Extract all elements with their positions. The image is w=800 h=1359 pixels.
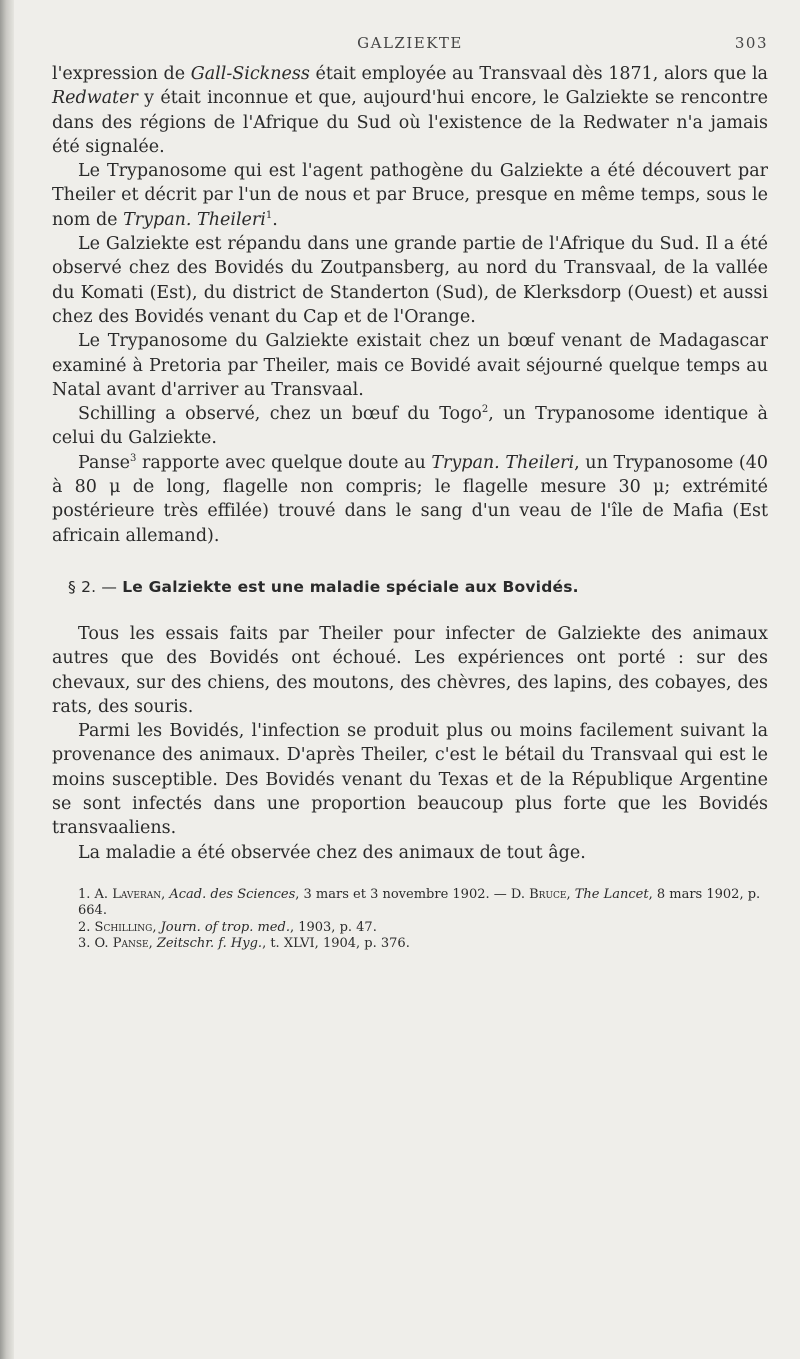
footnote-ref: 1 [265, 209, 273, 221]
running-title: GALZIEKTE [357, 34, 463, 52]
text-run: , t. XLVI, 1904, p. 376. [262, 936, 410, 952]
paragraph-p1 [52, 62, 768, 159]
footnote-ref: 2 [481, 404, 489, 416]
author-name: Panse [112, 936, 149, 952]
text-run: 3. O. [78, 936, 113, 952]
footnote-ref: 3 [130, 452, 137, 464]
italic-text: Gall-Sickness [190, 64, 310, 84]
text-run: Parmi les Bovidés, l'infection se produit plus ou moins facilement suivant la provenance des animaux. D'après Theiler, c'est le bétail du Transvaal qui est le moins susceptible. Des Bovidés venant du Texas et de la République Argentine se sont infectés dans une proportion beaucoup plus forte que les Bovidés transvaaliens. [52, 721, 768, 839]
text-run: Le Trypanosome du Galziekte existait chez un bœuf venant de Madagascar examiné à Pretoria par Theiler, mais ce Bovidé avait séjourné quelque temps au Natal avant d'arriver au Transvaal. [52, 331, 768, 400]
paragraph-p3 [52, 232, 768, 329]
text-run: , [161, 886, 170, 902]
text-run: Le Trypanosome qui est l'agent pathogène du Galziekte a été découvert par Theiler et décrit par l'un de nous et par Bruce, presque en même temps, sous le nom de [52, 161, 768, 230]
text-run: , [152, 919, 161, 935]
italic-text: Trypan. Theileri [431, 452, 575, 473]
text-run: Schilling a observé, chez un bœuf du Togo [78, 404, 482, 425]
italic-text: Acad. des Sciences [169, 886, 296, 902]
footnotes [52, 887, 768, 953]
italic-text: Zeitschr. f. Hyg. [156, 936, 263, 952]
footnote-fn1 [78, 887, 768, 920]
page [52, 28, 768, 953]
text-run: 1. A. [78, 886, 113, 902]
text-run: Le Galziekte est répandu dans une grande partie de l'Afrique du Sud. Il a été observé chez des Bovidés du Zoutpansberg, au nord du Transvaal, de la vallée du Komati (Est), du district de Standerton (Sud), de Klerksdorp (Ouest) et aussi chez des Bovidés venant du Cap et de l'Orange. [52, 234, 768, 327]
text-run: l'expression de [52, 64, 191, 84]
author-name: Laveran [112, 886, 162, 902]
text-run: y était inconnue et que, aujourd'hui encore, le Galziekte se rencontre dans des régions de l'Afrique du Sud où l'existence de la Redwater n'a jamais été signalée. [52, 88, 768, 157]
text-run: Tous les essais faits par Theiler pour infecter de Galziekte des animaux autres que des Bovidés ont échoué. Les expériences ont porté : sur des chevaux, sur des chiens, des moutons, des chèvres, des lapins, des cobayes, des rats, des souris. [52, 623, 768, 717]
author-name: Schilling [94, 919, 153, 935]
text-run: était employée au Transvaal dès 1871, alors que la [309, 64, 768, 84]
text-run: La maladie a été observée chez des animaux de tout âge. [78, 842, 586, 863]
paragraph-p7 [52, 622, 768, 719]
text-run: , [148, 936, 157, 952]
page-number: 303 [734, 34, 768, 52]
paragraph-p6 [52, 451, 768, 548]
paragraph-p8 [52, 719, 768, 840]
section-number: § 2. — [68, 577, 123, 596]
text-run: rapporte avec quelque doute au [136, 452, 432, 473]
text-run: , 8 mars 1902, p. 664. [78, 886, 761, 919]
section-title: Le Galziekte est une maladie spéciale aux Bovidés. [122, 577, 579, 596]
paragraph-p9 [52, 841, 768, 865]
text-run: . [272, 209, 278, 230]
running-header [52, 28, 768, 58]
author-name: Bruce [529, 886, 567, 902]
body-text-part-1 [52, 62, 768, 548]
italic-text: Trypan. Theileri [123, 209, 266, 230]
paragraph-p4 [52, 329, 768, 402]
text-run: , [566, 886, 575, 902]
italic-text: The Lancet [574, 886, 649, 902]
paragraph-p5 [52, 402, 768, 451]
italic-text: Journ. of trop. med. [160, 919, 290, 935]
paragraph-p2 [52, 159, 768, 232]
book-spine-shadow [0, 0, 14, 1359]
text-run: , 1903, p. 47. [289, 919, 377, 935]
italic-text: Redwater [52, 88, 138, 109]
body-text-part-2 [52, 622, 768, 865]
text-run: Panse [78, 452, 131, 473]
section-heading [68, 578, 768, 596]
text-run: , un Trypanosome identique à celui du Galziekte. [52, 404, 768, 449]
footnote-fn3 [78, 936, 768, 953]
text-run: , un Trypanosome (40 à 80 μ de long, flagelle non compris; le flagelle mesure 30 μ; extrémité postérieure très effilée) trouvé dans le sang d'un veau de l'île de Mafia (Est africain allemand). [52, 452, 768, 546]
text-run: 2. [78, 919, 95, 935]
text-run: , 3 mars et 3 novembre 1902. — D. [295, 886, 530, 902]
footnote-fn2 [78, 920, 768, 937]
